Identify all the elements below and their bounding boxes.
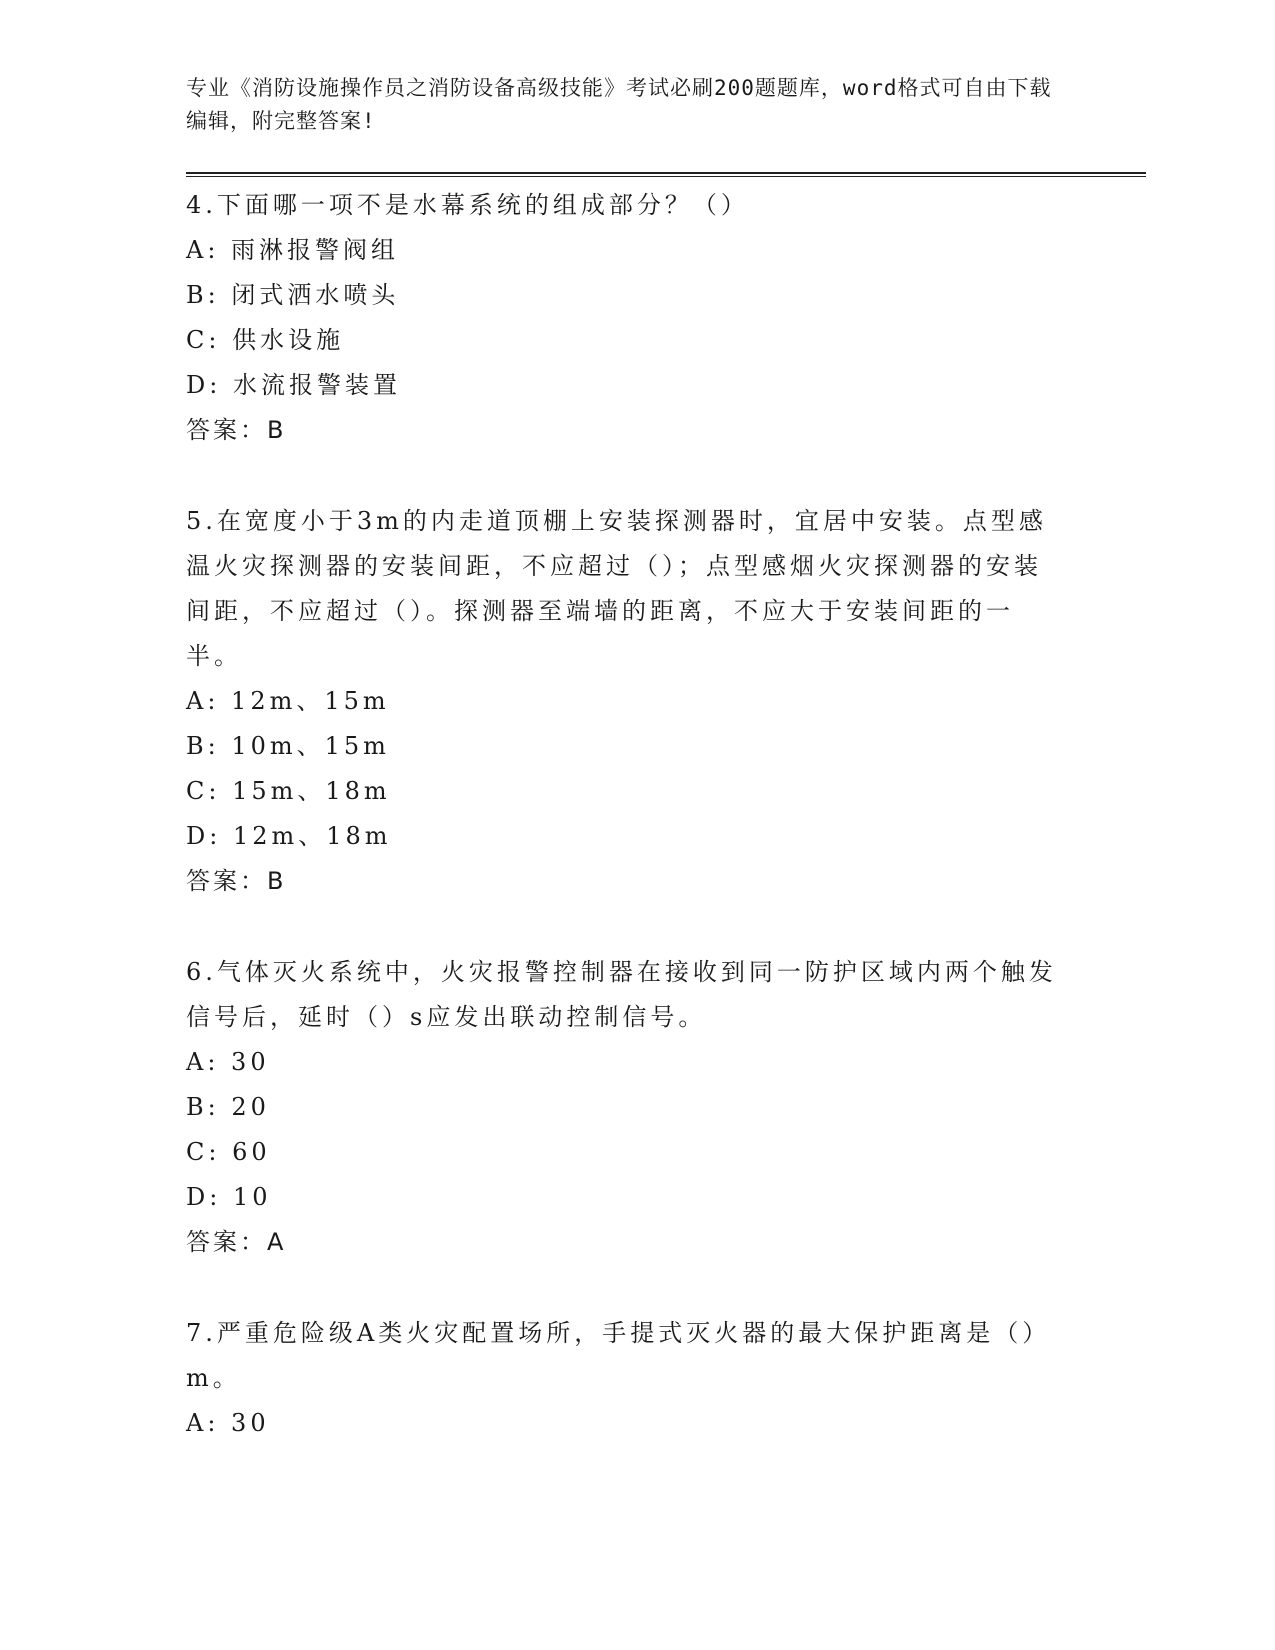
answer-text: 答案：B: [186, 416, 287, 444]
option-c: C: 15m、18m: [186, 777, 391, 805]
question-text: 4.下面哪一项不是水幕系统的组成部分？（）: [186, 191, 749, 219]
question-item: [186, 1311, 1146, 1446]
option-a: A: 12m、15m: [186, 687, 390, 715]
answer-text: 答案：B: [186, 867, 287, 895]
document-header: 专业《消防设施操作员之消防设备高级技能》考试必刷200题题库，word格式可自由下载编辑，附完整答案!: [186, 76, 1052, 133]
option-b: B: 10m、15m: [186, 732, 390, 760]
option-d: D: 水流报警装置: [186, 371, 401, 399]
option-c: C: 60: [186, 1138, 271, 1166]
header-divider: [186, 172, 1146, 177]
question-text: 6.气体灭火系统中，火灾报警控制器在接收到同一防护区域内两个触发信号后，延时（）s应发出联动控制信号。: [186, 958, 1057, 1031]
option-a: A: 雨淋报警阀组: [186, 236, 400, 264]
question-item: [186, 950, 1146, 1265]
option-a: A: 30: [186, 1409, 270, 1437]
question-list: [186, 183, 1146, 1446]
question-item: [186, 499, 1146, 904]
option-b: B: 闭式洒水喷头: [186, 281, 400, 309]
option-d: D: 12m、18m: [186, 822, 392, 850]
question-text: 7.严重危险级A类火灾配置场所，手提式灭火器的最大保护距离是（）m。: [186, 1319, 1051, 1392]
document-page: [186, 72, 1146, 1492]
option-b: B: 20: [186, 1093, 270, 1121]
option-d: D: 10: [186, 1183, 272, 1211]
question-item: [186, 183, 1146, 453]
answer-text: 答案：A: [186, 1228, 287, 1256]
question-text: 5.在宽度小于3m的内走道顶棚上安装探测器时，宜居中安装。点型感温火灾探测器的安装间距，不应超过（）；点型感烟火灾探测器的安装间距，不应超过（）。探测器至端墙的距离，不应大于安装间距的一半。: [186, 507, 1047, 670]
option-c: C: 供水设施: [186, 326, 345, 354]
option-a: A: 30: [186, 1048, 270, 1076]
